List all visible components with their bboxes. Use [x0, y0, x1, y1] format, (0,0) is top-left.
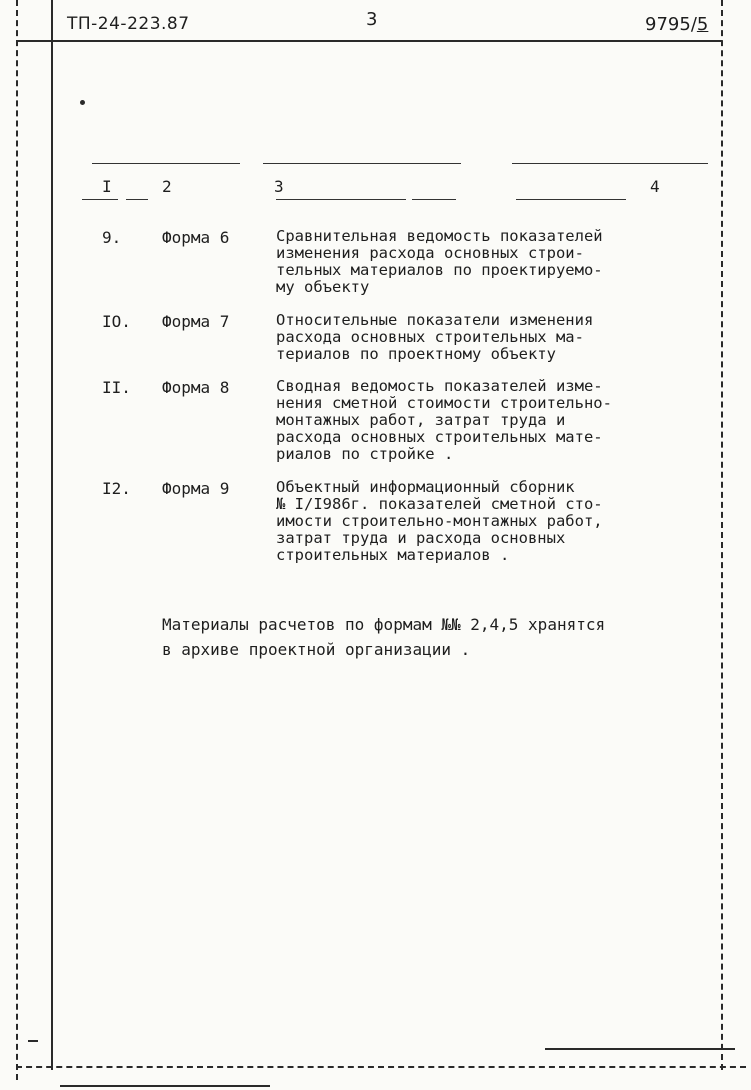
- table-header-rule-4: [412, 199, 456, 200]
- sheet-number: 9795/5: [645, 14, 709, 35]
- row-form: Форма 9: [162, 479, 230, 498]
- sheet-main-number: 9795: [645, 14, 691, 35]
- storage-note: Материалы расчетов по формам №№ 2,4,5 хранятся в архиве проектной организации .: [162, 615, 606, 659]
- left-frame-line: [51, 0, 53, 1070]
- page-edge-line: [60, 1085, 270, 1087]
- row-form: Форма 8: [162, 378, 230, 397]
- row-description: Сводная ведомость показателей изме- нения сметной стоимости строительно- монтажных работ, затрат труда и расхода основных строительных мате- риалов по стройке .: [276, 377, 612, 463]
- table-top-rule-3: [512, 163, 708, 164]
- row-form: Форма 6: [162, 228, 230, 247]
- row-number: I2.: [102, 479, 131, 498]
- row-number: IO.: [102, 312, 131, 331]
- document-code: ТП-24-223.87: [67, 14, 190, 34]
- page-number: 3: [366, 9, 378, 30]
- left-binding-margin-line: [16, 0, 18, 1080]
- margin-mark: [28, 1040, 38, 1042]
- table-top-rule-2: [263, 163, 461, 164]
- right-frame-line: [721, 0, 723, 1070]
- table-header-rule-5: [516, 199, 626, 200]
- row-description: Сравнительная ведомость показателей изменения расхода основных строи- тельных материалов по проектируемо- му объекту: [276, 227, 603, 296]
- row-description: Объектный информационный сборник № I/I986г. показателей сметной сто- имости строительно-монтажных работ, затрат труда и расхода основных строительных материалов .: [276, 478, 603, 564]
- column-number-4: 4: [650, 177, 660, 196]
- sheet-sub-number: 5: [696, 14, 709, 35]
- stray-dot: [80, 100, 85, 105]
- table-header-rule-3: [276, 199, 406, 200]
- column-number-2: 2: [162, 177, 172, 196]
- top-frame-line: [16, 40, 722, 42]
- table-top-rule-1: [92, 163, 240, 164]
- table-header-rule-1: [82, 199, 118, 200]
- row-form: Форма 7: [162, 312, 230, 331]
- table-header-rule-2: [126, 199, 148, 200]
- column-number-1: I: [102, 177, 112, 196]
- bottom-stamp-line: [545, 1048, 735, 1050]
- row-description: Относительные показатели изменения расхода основных строительных ма- териалов по проектному объекту: [276, 311, 594, 363]
- row-number: 9.: [102, 228, 122, 247]
- row-number: II.: [102, 378, 131, 397]
- bottom-frame-line: [16, 1066, 746, 1068]
- column-number-3: 3: [274, 177, 284, 196]
